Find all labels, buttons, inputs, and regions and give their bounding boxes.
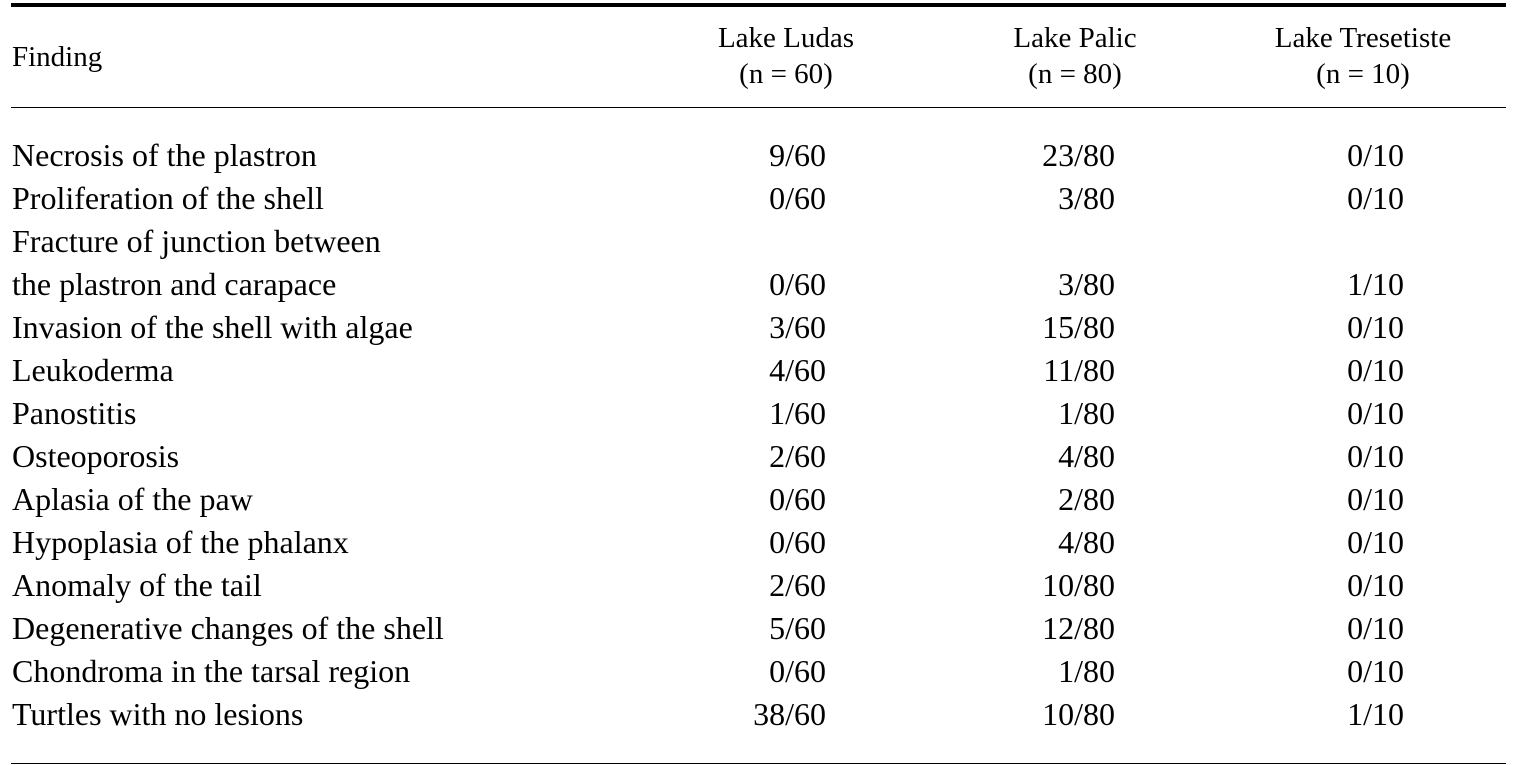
finding-cell: Turtles with no lesions xyxy=(12,696,304,732)
lake-tresetiste-cell: 0/10 xyxy=(1347,137,1404,173)
finding-cell: Invasion of the shell with algae xyxy=(12,309,413,345)
finding-cell: Proliferation of the shell xyxy=(12,180,324,216)
header-lake-palic-name: Lake Palic xyxy=(1013,22,1137,54)
header-rule xyxy=(11,107,1506,108)
table-row xyxy=(0,435,1520,478)
table-bottom-rule xyxy=(11,763,1506,764)
table-row xyxy=(0,650,1520,693)
table-row xyxy=(0,306,1520,349)
finding-cell: Chondroma in the tarsal region xyxy=(12,653,411,689)
finding-cell: the plastron and carapace xyxy=(12,266,337,302)
lake-ludas-cell: 4/60 xyxy=(769,352,826,388)
table-body xyxy=(0,134,1520,736)
lake-ludas-cell: 0/60 xyxy=(769,180,826,216)
lake-tresetiste-cell: 0/10 xyxy=(1347,481,1404,517)
table-row xyxy=(0,607,1520,650)
lake-ludas-cell: 1/60 xyxy=(769,395,826,431)
lake-palic-cell: 1/80 xyxy=(1058,653,1115,689)
lake-palic-cell: 4/80 xyxy=(1058,438,1115,474)
finding-cell: Necrosis of the plastron xyxy=(12,137,317,173)
header-lake-tresetiste xyxy=(1275,20,1451,92)
lake-ludas-cell: 0/60 xyxy=(769,524,826,560)
finding-cell: Fracture of junction between xyxy=(12,223,381,259)
lake-tresetiste-cell: 1/10 xyxy=(1347,266,1404,302)
lake-ludas-cell: 3/60 xyxy=(769,309,826,345)
header-lake-palic-n: (n = 80) xyxy=(1028,58,1122,90)
lake-ludas-cell: 2/60 xyxy=(769,438,826,474)
lake-tresetiste-cell: 0/10 xyxy=(1347,352,1404,388)
table-row xyxy=(0,349,1520,392)
lake-ludas-cell: 0/60 xyxy=(769,653,826,689)
header-lake-tresetiste-name: Lake Tresetiste xyxy=(1274,22,1452,54)
finding-cell: Aplasia of the paw xyxy=(12,481,253,517)
table-row xyxy=(0,134,1520,177)
table-row xyxy=(0,693,1520,736)
lake-palic-cell: 15/80 xyxy=(1042,309,1115,345)
lake-palic-cell: 12/80 xyxy=(1042,610,1115,646)
finding-cell: Degenerative changes of the shell xyxy=(12,610,444,646)
table-row xyxy=(0,564,1520,607)
finding-cell: Anomaly of the tail xyxy=(12,567,262,603)
finding-cell: Leukoderma xyxy=(12,352,174,388)
lake-palic-cell: 10/80 xyxy=(1042,567,1115,603)
lake-tresetiste-cell: 0/10 xyxy=(1347,610,1404,646)
lake-tresetiste-cell: 0/10 xyxy=(1347,438,1404,474)
lake-tresetiste-cell: 0/10 xyxy=(1347,395,1404,431)
header-finding: Finding xyxy=(12,41,103,73)
table-row xyxy=(0,177,1520,220)
lake-palic-cell: 2/80 xyxy=(1058,481,1115,517)
finding-cell: Panostitis xyxy=(12,395,137,431)
table-top-rule xyxy=(11,3,1506,7)
lake-tresetiste-cell: 1/10 xyxy=(1347,696,1404,732)
lake-tresetiste-cell: 0/10 xyxy=(1347,567,1404,603)
lake-tresetiste-cell: 0/10 xyxy=(1347,653,1404,689)
lake-palic-cell: 3/80 xyxy=(1058,266,1115,302)
lake-ludas-cell: 38/60 xyxy=(753,696,826,732)
finding-cell: Hypoplasia of the phalanx xyxy=(12,524,349,560)
table-row xyxy=(0,263,1520,306)
header-lake-tresetiste-n: (n = 10) xyxy=(1316,58,1410,90)
lake-ludas-cell: 5/60 xyxy=(769,610,826,646)
header-lake-ludas-n: (n = 60) xyxy=(739,58,833,90)
lake-palic-cell: 11/80 xyxy=(1043,352,1115,388)
table-row xyxy=(0,220,1520,263)
lake-tresetiste-cell: 0/10 xyxy=(1347,524,1404,560)
lake-palic-cell: 4/80 xyxy=(1058,524,1115,560)
lake-ludas-cell: 9/60 xyxy=(769,137,826,173)
header-lake-palic xyxy=(1013,20,1136,92)
lake-tresetiste-cell: 0/10 xyxy=(1347,309,1404,345)
table-row xyxy=(0,392,1520,435)
lake-palic-cell: 3/80 xyxy=(1058,180,1115,216)
header-lake-ludas xyxy=(718,20,854,92)
lake-palic-cell: 23/80 xyxy=(1042,137,1115,173)
table-row xyxy=(0,478,1520,521)
lake-tresetiste-cell: 0/10 xyxy=(1347,180,1404,216)
header-lake-ludas-name: Lake Ludas xyxy=(717,22,855,54)
table-row xyxy=(0,521,1520,564)
lake-palic-cell: 10/80 xyxy=(1042,696,1115,732)
lake-ludas-cell: 0/60 xyxy=(769,266,826,302)
lake-palic-cell: 1/80 xyxy=(1058,395,1115,431)
lake-ludas-cell: 0/60 xyxy=(769,481,826,517)
lake-ludas-cell: 2/60 xyxy=(769,567,826,603)
finding-cell: Osteoporosis xyxy=(12,438,180,474)
